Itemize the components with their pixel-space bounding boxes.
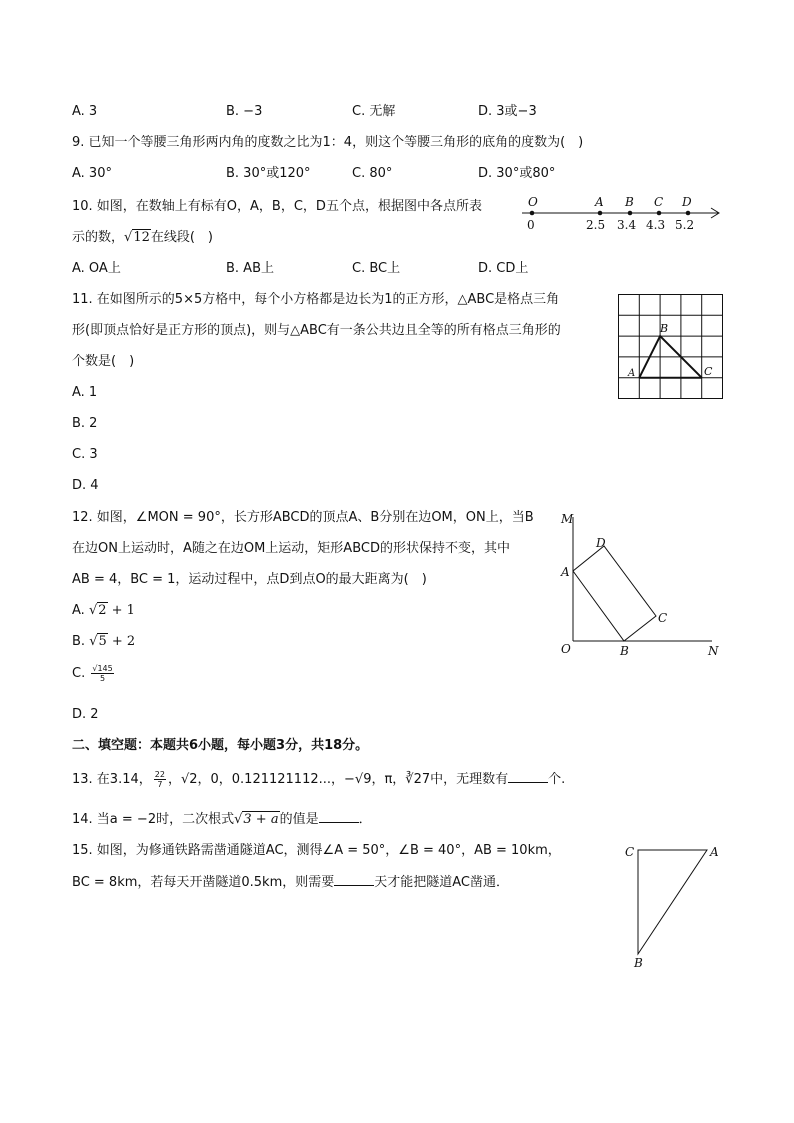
q9-option-a: A. 30° xyxy=(72,166,112,181)
q10-option-d: D. CD上 xyxy=(478,261,529,276)
q11-stem-line2: 形(即顶点恰好是正方形的顶点)，则与△ABC有一条公共边且全等的所有格点三角形的 xyxy=(72,323,561,338)
sqrt-symbol: √ xyxy=(89,634,98,649)
q15-answer-blank[interactable] xyxy=(334,873,374,886)
q13-stem xyxy=(72,770,565,789)
q11-option-b: B. 2 xyxy=(72,416,98,431)
point-A xyxy=(598,211,603,216)
q12-option-a xyxy=(72,602,135,620)
point-B xyxy=(628,211,633,216)
label-O: O xyxy=(528,195,538,209)
label-C: C xyxy=(654,195,664,209)
q8-option-d: D. 3或−3 xyxy=(478,104,537,119)
q14-radicand: 3 + a xyxy=(243,812,279,827)
fig15-label-A: A xyxy=(710,845,719,859)
value-4.3: 4.3 xyxy=(646,218,666,232)
q13-middle: ，√2，0，0.121121112...，−√9，π，∛27中，无理数有 xyxy=(167,772,509,787)
fig15-label-B: B xyxy=(634,956,643,970)
fraction-denominator: 7 xyxy=(157,780,163,789)
q10-sqrt-radicand: 12 xyxy=(133,230,150,245)
q9-option-b: B. 30°或120° xyxy=(226,166,311,181)
q13-prefix: 13. 在3.14， xyxy=(72,772,152,787)
q10-stem-line2 xyxy=(72,229,213,247)
q13-answer-blank[interactable] xyxy=(508,770,548,783)
fig12-label-A: A xyxy=(561,565,570,579)
value-2.5: 2.5 xyxy=(586,218,606,232)
grid-label-A: A xyxy=(628,368,636,379)
q8-option-a: A. 3 xyxy=(72,104,98,119)
q14-answer-blank[interactable] xyxy=(319,810,359,823)
q12-option-a-radicand: 2 xyxy=(98,603,107,618)
q12-option-b xyxy=(72,633,135,651)
grid-label-C: C xyxy=(704,365,713,378)
point-O xyxy=(530,211,535,216)
q10-option-c: C. BC上 xyxy=(352,261,401,276)
q12-option-b-radicand: 5 xyxy=(98,634,107,649)
value-5.2: 5.2 xyxy=(675,218,695,232)
sqrt-symbol: √ xyxy=(124,230,133,245)
label-B: B xyxy=(625,195,634,209)
q10-stem-line1: 10. 如图，在数轴上有标有O，A，B，C，D五个点，根据图中各点所表 xyxy=(72,199,482,214)
q11-option-d: D. 4 xyxy=(72,478,99,493)
number-line-figure xyxy=(518,192,728,234)
grid-label-B: B xyxy=(660,322,669,335)
value-3.4: 3.4 xyxy=(617,218,637,232)
fig12-label-B: B xyxy=(620,644,629,658)
value-0: 0 xyxy=(527,218,535,232)
q11-option-c: C. 3 xyxy=(72,447,98,462)
point-C xyxy=(657,211,662,216)
q15-part1: BC = 8km，若每天开凿隧道0.5km，则需要 xyxy=(72,875,335,890)
q12-option-b-suffix: + 2 xyxy=(107,634,136,649)
fig15-label-C: C xyxy=(625,845,635,859)
fig12-label-M: M xyxy=(561,512,574,526)
triangle-CAB xyxy=(638,850,707,954)
q15-stem-line2 xyxy=(72,873,509,892)
fraction-numerator: √145 xyxy=(92,664,113,673)
label-A: A xyxy=(595,195,604,209)
q13-suffix: 个. xyxy=(548,772,566,787)
q15-part2: 天才能把隧道AC凿通． xyxy=(374,875,510,890)
section2-title: 二、填空题：本题共6小题，每小题3分，共18分。 xyxy=(72,738,369,753)
q12-option-a-prefix: A. xyxy=(72,603,89,618)
fig12-label-C: C xyxy=(658,611,668,625)
q12-stem-line1: 12. 如图，∠MON = 90°，长方形ABCD的顶点A、B分别在边OM，ON上，当B xyxy=(72,510,534,525)
rectangle-angle-figure xyxy=(556,505,724,665)
q12-stem-line3: AB = 4，BC = 1，运动过程中，点D到点O的最大距离为( ) xyxy=(72,572,427,587)
q9-option-c: C. 80° xyxy=(352,166,393,181)
q8-option-b: B. −3 xyxy=(226,104,263,119)
q8-option-c: C. 无解 xyxy=(352,104,396,119)
q11-option-a: A. 1 xyxy=(72,385,98,400)
q14-suffix: 的值是 xyxy=(279,812,319,827)
q11-stem-line1: 11. 在如图所示的5×5方格中，每个小方格都是边长为1的正方形，△ABC是格点三角 xyxy=(72,292,560,307)
q10-stem-part2: 在线段( ) xyxy=(150,230,214,245)
q12-option-d: D. 2 xyxy=(72,707,99,722)
label-D: D xyxy=(682,195,692,209)
point-D xyxy=(686,211,691,216)
sqrt-symbol: √ xyxy=(234,812,243,827)
q9-stem: 9. 已知一个等腰三角形两内角的度数之比为1：4，则这个等腰三角形的底角的度数为( ) xyxy=(72,135,584,150)
q12-option-c-fraction xyxy=(91,664,113,683)
fig12-label-D: D xyxy=(596,536,606,550)
q12-option-c xyxy=(72,664,116,683)
q12-stem-line2: 在边ON上运动时，A随之在边OM上运动，矩形ABCD的形状保持不变，其中 xyxy=(72,541,510,556)
fraction-numerator: 22 xyxy=(154,770,165,779)
q10-option-b: B. AB上 xyxy=(226,261,274,276)
q15-stem-line1: 15. 如图，为修通铁路需凿通隧道AC，测得∠A = 50°，∠B = 40°，AB = 10km， xyxy=(72,843,561,858)
q10-option-a: A. OA上 xyxy=(72,261,121,276)
fig12-label-O: O xyxy=(561,642,571,656)
fig12-label-N: N xyxy=(708,644,719,658)
grid-triangle-figure xyxy=(616,292,726,400)
tunnel-triangle-figure xyxy=(620,840,730,972)
rectangle-ABCD xyxy=(573,546,656,641)
q13-fraction xyxy=(154,770,166,789)
q14-stem xyxy=(72,810,372,829)
q11-stem-line3: 个数是( ) xyxy=(72,354,135,369)
q12-option-c-prefix: C. xyxy=(72,666,90,681)
q10-stem-part1: 示的数， xyxy=(72,230,125,245)
q12-option-b-prefix: B. xyxy=(72,634,90,649)
q9-option-d: D. 30°或80° xyxy=(478,166,556,181)
sqrt-symbol: √ xyxy=(88,603,98,618)
q14-prefix: 14. 当a = −2时，二次根式 xyxy=(72,812,235,827)
q14-end: ． xyxy=(358,812,372,827)
q12-option-a-suffix: + 1 xyxy=(107,603,135,618)
fraction-denominator: 5 xyxy=(99,674,106,683)
